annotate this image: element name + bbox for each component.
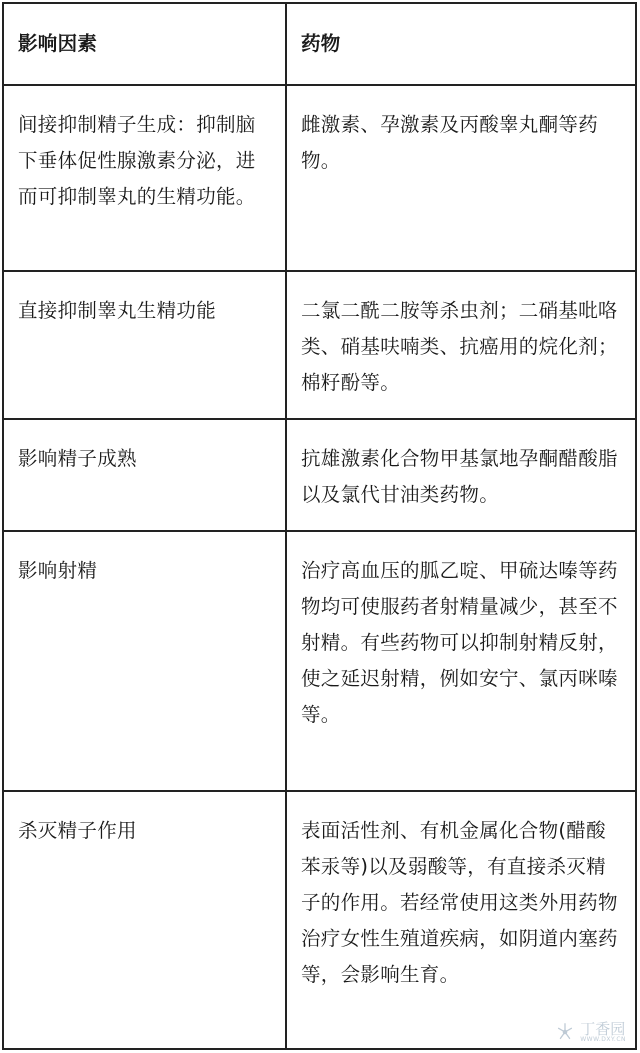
- drug-factor-table: [2, 2, 637, 1050]
- row-drug-cell: 二氯二酰二胺等杀虫剂；二硝基吡咯类、硝基呋喃类、抗癌用的烷化剂；棉籽酚等。: [286, 271, 636, 419]
- watermark-text: 丁香园: [580, 1019, 626, 1038]
- watermark-sub: WWW.DXY.CN: [580, 1035, 626, 1043]
- table-row: [3, 791, 636, 1049]
- row-factor-cell: 影响射精: [3, 531, 286, 791]
- row-drug-cell: 治疗高血压的胍乙啶、甲硫达嗪等药物均可使服药者射精量减少，甚至不射精。有些药物可以抑制射精反射，使之延迟射精，例如安宁、氯丙咪嗪等。: [286, 531, 636, 791]
- row-factor-cell: 影响精子成熟: [3, 419, 286, 531]
- dxy-logo-icon: [554, 1021, 576, 1043]
- row-factor-cell: 杀灭精子作用: [3, 791, 286, 1049]
- table-row: [3, 85, 636, 271]
- table-row: [3, 419, 636, 531]
- row-drug-cell: 表面活性剂、有机金属化合物(醋酸苯汞等)以及弱酸等，有直接杀灭精子的作用。若经常使用这类外用药物治疗女性生殖道疾病，如阴道内塞药等，会影响生育。: [286, 791, 636, 1049]
- row-drug-cell: 雌激素、孕激素及丙酸睾丸酮等药物。: [286, 85, 636, 271]
- table-header-row: [3, 3, 636, 85]
- row-factor-cell: 间接抑制精子生成：抑制脑下垂体促性腺激素分泌，进而可抑制睾丸的生精功能。: [3, 85, 286, 271]
- table-row: [3, 531, 636, 791]
- header-factor: 影响因素: [3, 3, 286, 85]
- row-factor-cell: 直接抑制睾丸生精功能: [3, 271, 286, 419]
- watermark: [554, 1021, 626, 1043]
- row-drug-cell: 抗雄激素化合物甲基氯地孕酮醋酸脂以及氯代甘油类药物。: [286, 419, 636, 531]
- header-drug: 药物: [286, 3, 636, 85]
- table-row: [3, 271, 636, 419]
